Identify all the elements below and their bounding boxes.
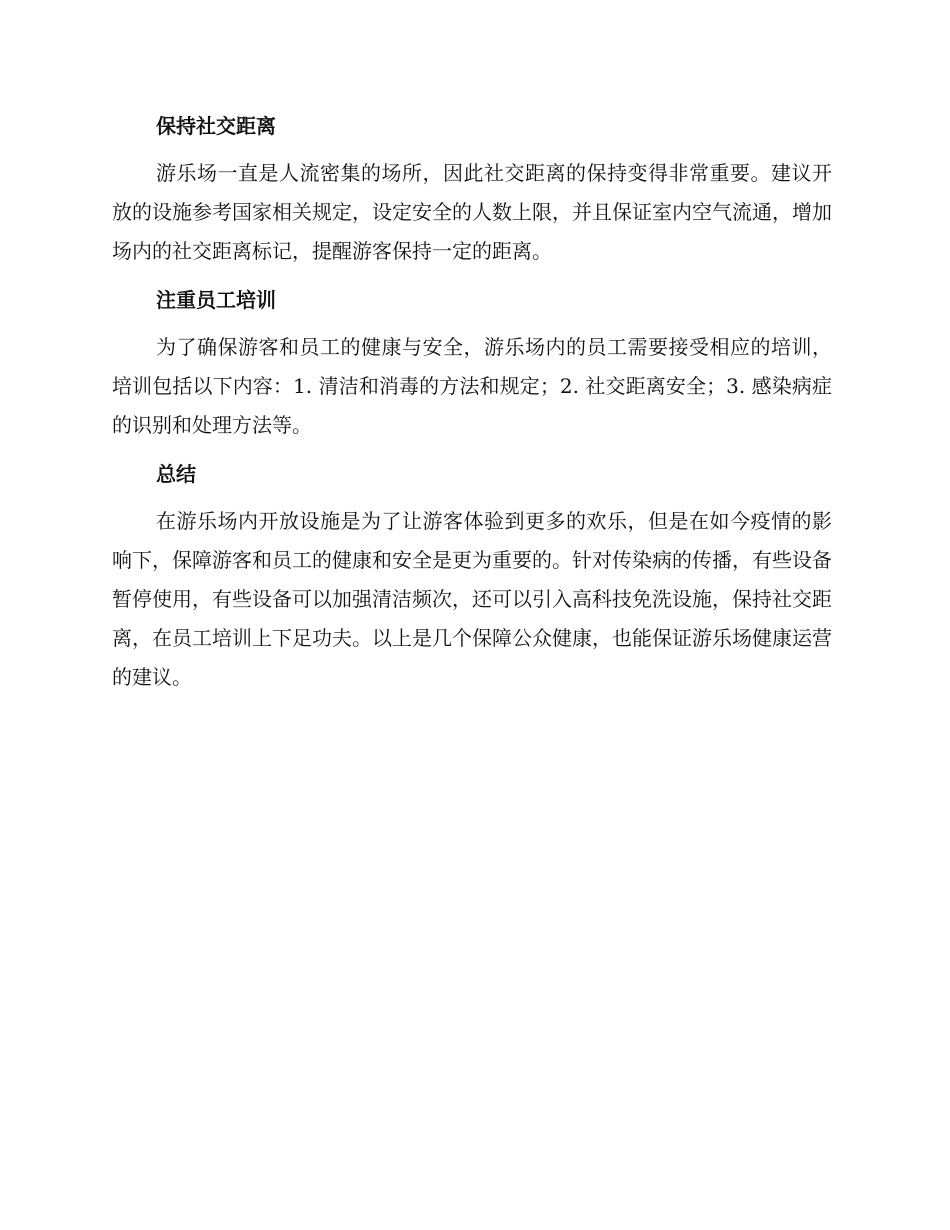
section-heading: 保持社交距离 [156, 114, 276, 138]
section-paragraph: 为了确保游客和员工的健康与安全，游乐场内的员工需要接受相应的培训，培训包括以下内容：1. 清洁和消毒的方法和规定；2. 社交距离安全；3. 感染病症的识别和处理方法等。 [112, 335, 832, 437]
section-staff-training [112, 280, 832, 445]
section-summary [112, 454, 832, 697]
section-heading: 总结 [156, 462, 196, 486]
section-social-distancing [112, 106, 832, 271]
section-paragraph: 在游乐场内开放设施是为了让游客体验到更多的欢乐，但是在如今疫情的影响下，保障游客和员工的健康和安全是更为重要的。针对传染病的传播，有些设备暂停使用，有些设备可以加强清洁频次，还可以引入高科技免洗设施，保持社交距离，在员工培训上下足功夫。以上是几个保障公众健康，也能保证游乐场健康运营的建议。 [112, 509, 832, 689]
section-heading: 注重员工培训 [156, 288, 276, 312]
section-paragraph: 游乐场一直是人流密集的场所，因此社交距离的保持变得非常重要。建议开放的设施参考国家相关规定，设定安全的人数上限，并且保证室内空气流通，增加场内的社交距离标记，提醒游客保持一定的距离。 [112, 161, 832, 263]
document-page [112, 106, 832, 706]
